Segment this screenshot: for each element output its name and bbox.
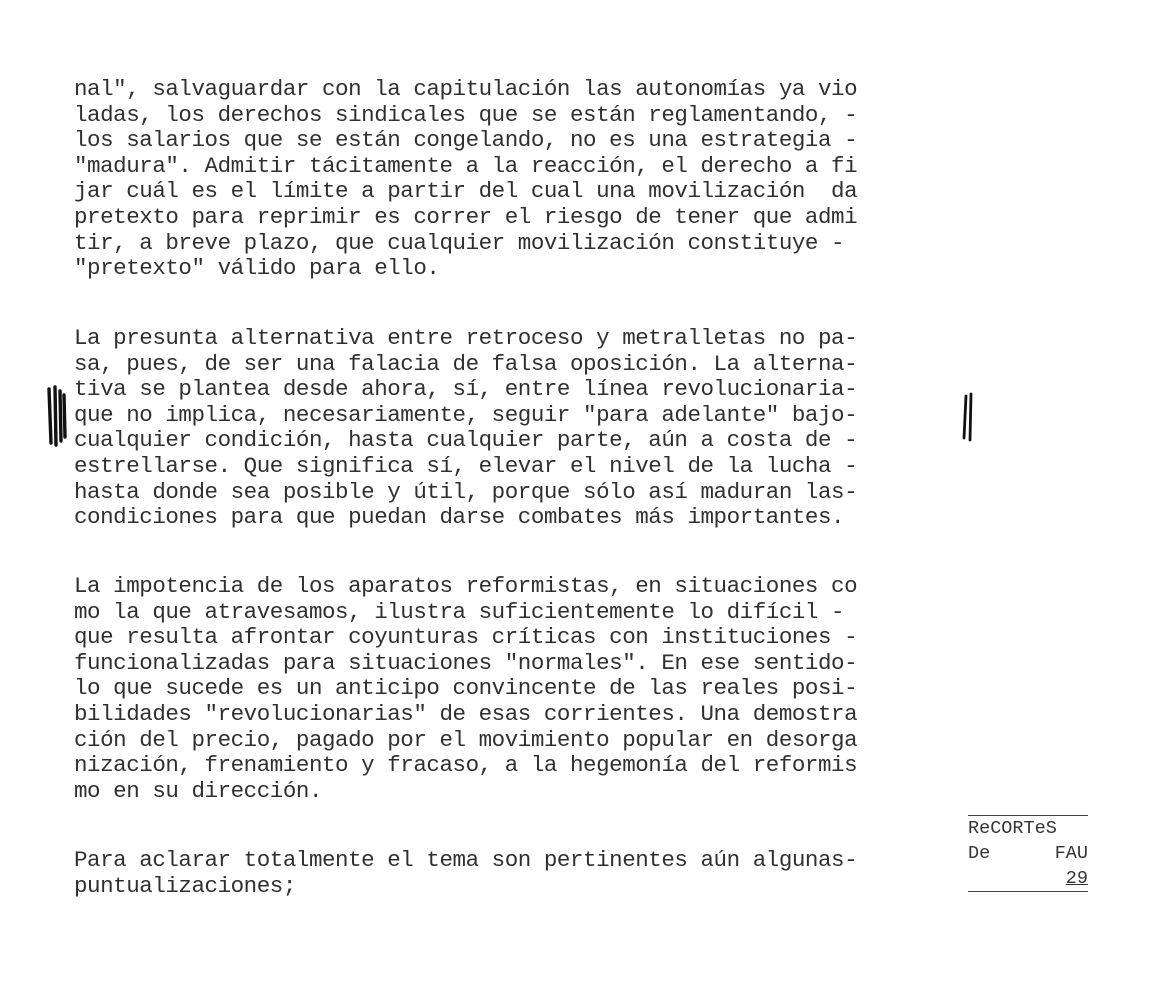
text-line: funcionalizadas para situaciones "normales". En ese sentido- xyxy=(74,649,858,676)
text-line: jar cuál es el límite a partir del cual una movilización da xyxy=(74,178,858,205)
paragraph xyxy=(74,848,857,899)
text-line: que resulta afrontar coyunturas críticas con instituciones - xyxy=(74,624,858,651)
text-line: los salarios que se están congelando, no es una estrategia - xyxy=(74,127,858,154)
text-line: que no implica, necesariamente, seguir "para adelante" bajo- xyxy=(74,401,858,428)
margin-mark-left xyxy=(44,385,70,449)
text-line: condiciones para que puedan darse combates más importantes. xyxy=(74,504,845,531)
stamp-source-row xyxy=(968,841,1088,866)
text-line: Para aclarar totalmente el tema son pertinentes aún algunas- xyxy=(74,847,858,873)
stamp-bottom-rule xyxy=(968,891,1088,892)
text-line: estrellarse. Que significa sí, elevar el nivel de la lucha - xyxy=(74,452,858,479)
text-line: sa, pues, de ser una falacia de falsa oposición. La alterna- xyxy=(74,350,858,377)
text-line: ladas, los derechos sindicales que se están reglamentando, - xyxy=(74,101,858,128)
text-line: pretexto para reprimir es correr el riesgo de tener que admi xyxy=(74,203,858,230)
stamp-title: ReCORTeS xyxy=(968,818,1057,839)
margin-mark-right xyxy=(958,392,978,444)
text-line: "madura". Admitir tácitamente a la reacción, el derecho a fi xyxy=(74,152,858,179)
text-line: mo la que atravesamos, ilustra suficientemente lo difícil - xyxy=(74,598,845,625)
stamp-title-row xyxy=(968,816,1088,841)
stamp-fau: FAU xyxy=(1054,843,1088,864)
stamp-de: De xyxy=(968,843,991,864)
paragraph xyxy=(74,326,857,531)
page-stamp xyxy=(968,815,1088,892)
text-line: nización, frenamiento y fracaso, a la hegemonía del reformis xyxy=(74,752,858,779)
text-line: bilidades "revolucionarias" de esas corrientes. Una demostra xyxy=(74,700,858,727)
text-line: puntualizaciones; xyxy=(74,872,296,899)
text-line: "pretexto" válido para ello. xyxy=(74,255,440,282)
text-line: ción del precio, pagado por el movimiento popular en desorga xyxy=(74,726,858,753)
text-line: tiva se plantea desde ahora, sí, entre línea revolucionaria- xyxy=(74,376,858,403)
text-line: hasta donde sea posible y útil, porque sólo así maduran las- xyxy=(74,478,858,505)
text-line: mo en su dirección. xyxy=(74,777,322,804)
text-line: cualquier condición, hasta cualquier parte, aún a costa de - xyxy=(74,427,858,454)
text-line: La impotencia de los aparatos reformistas, en situaciones co xyxy=(74,573,858,599)
page-number: 29 xyxy=(1065,868,1088,889)
paragraph xyxy=(74,77,857,282)
paragraph xyxy=(74,574,857,804)
text-line: lo que sucede es un anticipo convincente de las reales posi- xyxy=(74,675,858,702)
text-line: tir, a breve plazo, que cualquier movilización constituye - xyxy=(74,229,845,256)
stamp-page-row xyxy=(968,866,1088,891)
text-line: La presunta alternativa entre retroceso y metralletas no pa- xyxy=(74,325,858,351)
text-line: nal", salvaguardar con la capitulación las autonomías ya vio xyxy=(74,76,858,102)
